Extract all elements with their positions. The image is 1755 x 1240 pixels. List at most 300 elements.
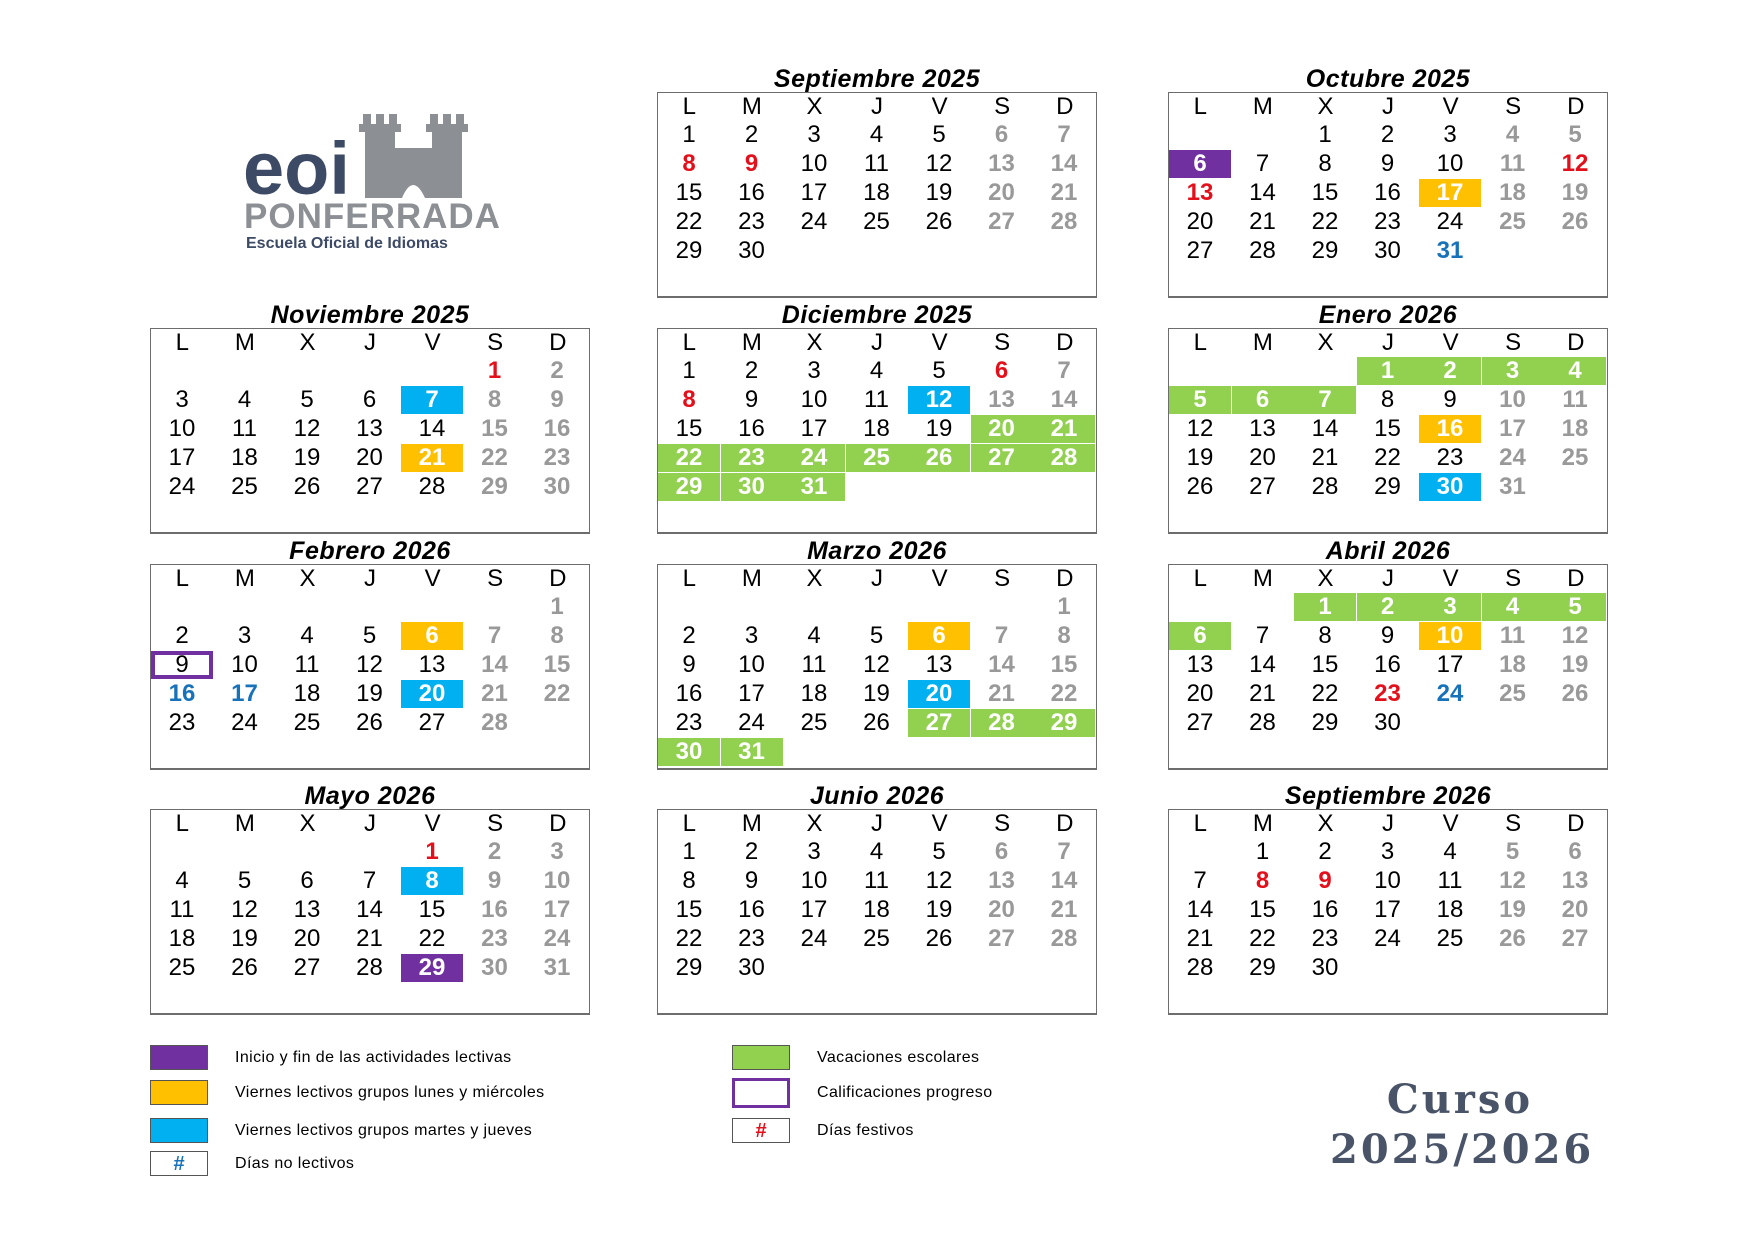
calendar-day: 10 <box>1419 622 1481 650</box>
calendar-day: 13 <box>293 896 321 923</box>
weekday-header: J <box>1382 810 1395 837</box>
calendar-day: 21 <box>988 680 1015 707</box>
calendar-day: 22 <box>658 444 720 472</box>
month-grid <box>1168 92 1608 298</box>
calendar-day: 3 <box>1482 357 1544 385</box>
logo-subtitle: Escuela Oficial de Idiomas <box>246 235 448 252</box>
weekday-header: S <box>487 565 504 592</box>
calendar-day: 25 <box>231 473 258 500</box>
calendar-day: 5 <box>1568 121 1582 148</box>
calendar-day: 18 <box>1499 651 1526 678</box>
weekday-header: X <box>299 329 316 356</box>
calendar-day: 5 <box>1505 838 1520 865</box>
calendar-day: 30 <box>658 738 720 766</box>
calendar-day: 8 <box>682 867 696 894</box>
legend-label: Inicio y fin de las actividades lectivas <box>235 1049 512 1066</box>
legend-label: Viernes lectivos grupos lunes y miércoles <box>235 1084 545 1101</box>
weekday-header-row <box>1169 810 1607 838</box>
calendar-day: 28 <box>1249 237 1276 264</box>
calendar-day: 12 <box>863 651 890 678</box>
calendar-day: 7 <box>1057 357 1071 384</box>
calendar-day: 4 <box>869 121 884 148</box>
weekday-header: D <box>1567 93 1585 120</box>
calendar-day: 27 <box>1186 237 1214 264</box>
calendar-day: 10 <box>800 386 828 413</box>
calendar-day: 8 <box>401 867 463 895</box>
weekday-header: V <box>931 810 948 837</box>
calendar-day: 15 <box>675 179 703 206</box>
calendar-day: 12 <box>293 415 321 442</box>
calendar-day: 27 <box>1561 925 1589 952</box>
month-calendar <box>657 783 1097 1012</box>
calendar-day: 9 <box>550 386 564 413</box>
calendar-day: 24 <box>738 709 765 736</box>
calendar-day: 10 <box>168 415 196 442</box>
calendar-day: 26 <box>925 925 953 952</box>
calendar-day: 8 <box>1318 622 1332 649</box>
calendar-day: 9 <box>744 867 759 894</box>
calendar-day: 17 <box>800 415 828 442</box>
logo-city: PONFERRADA <box>245 197 500 236</box>
calendar-day: 6 <box>401 622 463 650</box>
calendar-day: 8 <box>682 150 696 177</box>
calendar-day: 13 <box>1186 651 1214 678</box>
calendar-day: 23 <box>738 925 765 952</box>
weekday-header-row <box>658 565 1096 593</box>
calendar-day: 28 <box>418 473 446 500</box>
calendar-day: 11 <box>864 150 889 177</box>
month-title: Noviembre 2025 <box>270 301 470 329</box>
calendar-day: 25 <box>863 208 890 235</box>
calendar-day: 22 <box>1050 680 1078 707</box>
calendar-day: 25 <box>1499 208 1526 235</box>
calendar-day: 7 <box>1193 867 1207 894</box>
calendar-day: 29 <box>481 473 508 500</box>
calendar-day: 12 <box>925 150 953 177</box>
weekday-header: J <box>1382 565 1395 592</box>
calendar-day: 5 <box>932 838 946 865</box>
calendar-day: 15 <box>543 651 571 678</box>
calendar-day: 16 <box>1419 415 1481 443</box>
weekday-header: L <box>682 810 696 837</box>
calendar-day: 20 <box>988 179 1015 206</box>
calendar-day: 17 <box>800 179 828 206</box>
weekday-header: V <box>1442 810 1459 837</box>
calendar-day: 23 <box>1436 444 1464 471</box>
calendar-day: 6 <box>1232 386 1294 414</box>
month-title: Abril 2026 <box>1325 537 1451 565</box>
calendar-day: 19 <box>863 680 890 707</box>
month-calendar <box>150 302 590 531</box>
calendar-day: 19 <box>925 896 953 923</box>
calendar-day: 3 <box>237 622 252 649</box>
calendar-day: 21 <box>481 680 508 707</box>
calendar-day: 15 <box>1311 179 1339 206</box>
weekday-header: M <box>234 329 255 356</box>
calendar-day: 2 <box>1419 357 1481 385</box>
calendar-day: 12 <box>908 386 970 414</box>
weekday-header: L <box>1193 810 1207 837</box>
calendar-day: 22 <box>418 925 446 952</box>
calendar-day: 5 <box>932 357 946 384</box>
weekday-header: S <box>994 329 1011 356</box>
weekday-header: V <box>424 329 441 356</box>
castle-icon <box>245 110 500 260</box>
calendar-day: 18 <box>863 415 890 442</box>
calendar-day: 26 <box>1186 473 1214 500</box>
calendar-day: 18 <box>1561 415 1589 442</box>
calendar-day: 27 <box>1249 473 1276 500</box>
calendar-day: 5 <box>362 622 377 649</box>
calendar-day: 20 <box>293 925 321 952</box>
calendar-day: 31 <box>1499 473 1526 500</box>
month-calendar <box>657 66 1097 295</box>
calendar-day: 22 <box>675 925 703 952</box>
month-title: Marzo 2026 <box>807 537 947 565</box>
calendar-day: 18 <box>231 444 258 471</box>
calendar-day: 15 <box>418 896 446 923</box>
calendar-day: 21 <box>1186 925 1214 952</box>
calendar-day: 15 <box>675 896 703 923</box>
calendar-day: 26 <box>925 208 953 235</box>
calendar-day: 11 <box>169 896 195 923</box>
calendar-day: 2 <box>550 357 564 384</box>
calendar-day: 21 <box>1033 415 1095 443</box>
weekday-header: J <box>1382 93 1395 120</box>
calendar-day: 9 <box>744 386 759 413</box>
calendar-day: 7 <box>487 622 502 649</box>
calendar-day: 27 <box>356 473 383 500</box>
calendar-day: 8 <box>1380 386 1395 413</box>
calendar-day: 16 <box>738 179 765 206</box>
calendar-day: 19 <box>1561 651 1589 678</box>
calendar-day: 1 <box>1294 593 1356 621</box>
calendar-day: 25 <box>168 954 196 981</box>
calendar-day: 17 <box>168 444 196 471</box>
calendar-day: 5 <box>300 386 314 413</box>
calendar-day: 25 <box>846 444 908 472</box>
calendar-day: 17 <box>1374 896 1401 923</box>
calendar-day: 19 <box>231 925 258 952</box>
calendar-day: 5 <box>1169 386 1231 414</box>
month-title: Junio 2026 <box>809 782 945 810</box>
weekday-header: D <box>1567 810 1585 837</box>
weekday-header: X <box>1317 810 1334 837</box>
calendar-day: 14 <box>1249 651 1276 678</box>
legend-label: Días no lectivos <box>235 1155 355 1172</box>
calendar-day: 19 <box>925 179 953 206</box>
calendar-day: 18 <box>1499 179 1526 206</box>
month-title: Septiembre 2025 <box>773 65 981 93</box>
calendar-day: 8 <box>550 622 564 649</box>
calendar-day: 4 <box>1482 593 1544 621</box>
weekday-header: M <box>741 565 762 592</box>
calendar-day: 12 <box>1186 415 1214 442</box>
calendar-day: 9 <box>682 651 696 678</box>
calendar-day: 1 <box>682 121 696 148</box>
calendar-day: 31 <box>543 954 571 981</box>
calendar-day: 30 <box>1374 237 1401 264</box>
weekday-header-row <box>1169 93 1607 121</box>
weekday-header: M <box>1252 329 1273 356</box>
calendar-day: 29 <box>1249 954 1276 981</box>
calendar-day: 1 <box>425 838 439 865</box>
weekday-header: L <box>682 329 696 356</box>
weekday-header: X <box>806 565 823 592</box>
calendar-day: 2 <box>744 357 759 384</box>
calendar-day: 11 <box>232 415 257 442</box>
weekday-header: D <box>549 329 567 356</box>
calendar-day: 1 <box>1057 593 1071 620</box>
calendar-day: 15 <box>1374 415 1401 442</box>
calendar-day: 6 <box>362 386 377 413</box>
calendar-day: 23 <box>721 444 783 472</box>
calendar-day: 1 <box>682 357 696 384</box>
legend-swatch-lunes <box>150 1080 208 1105</box>
calendar-day: 28 <box>1249 709 1276 736</box>
calendar-day: 25 <box>800 709 828 736</box>
calendar-day: 14 <box>988 651 1015 678</box>
calendar-day: 13 <box>1561 867 1589 894</box>
weekday-header: L <box>1193 565 1207 592</box>
weekday-header-row <box>1169 565 1607 593</box>
weekday-header: V <box>1442 565 1459 592</box>
calendar-day: 9 <box>1443 386 1457 413</box>
calendar-day: 26 <box>1499 925 1526 952</box>
calendar-day: 1 <box>487 357 502 384</box>
calendar-day: 31 <box>721 738 783 766</box>
month-calendar <box>150 783 590 1012</box>
month-calendar <box>657 538 1097 767</box>
weekday-header: V <box>424 810 441 837</box>
calendar-day: 29 <box>658 473 720 501</box>
calendar-day: 3 <box>550 838 564 865</box>
month-grid <box>150 564 590 770</box>
weekday-header: D <box>549 810 567 837</box>
calendar-day: 13 <box>988 150 1015 177</box>
month-grid <box>1168 809 1608 1015</box>
legend-swatch-martes <box>150 1118 208 1143</box>
calendar-day: 2 <box>1380 121 1395 148</box>
weekday-header: J <box>364 810 377 837</box>
weekday-header: M <box>741 93 762 120</box>
weekday-header: M <box>1252 93 1273 120</box>
month-title: Diciembre 2025 <box>781 301 973 329</box>
calendar-day: 1 <box>1357 357 1419 385</box>
calendar-day: 30 <box>1311 954 1339 981</box>
weekday-header-row <box>658 810 1096 838</box>
calendar-day: 12 <box>356 651 383 678</box>
month-calendar <box>1168 783 1608 1012</box>
month-grid <box>150 328 590 534</box>
calendar-day: 28 <box>1033 444 1095 472</box>
calendar-day: 11 <box>801 651 827 678</box>
calendar-day: 16 <box>168 680 196 707</box>
calendar-day: 1 <box>550 593 564 620</box>
calendar-day: 14 <box>1249 179 1276 206</box>
calendar-day: 4 <box>175 867 189 894</box>
calendar-day: 28 <box>1311 473 1339 500</box>
legend-label: Días festivos <box>817 1122 914 1139</box>
weekday-header: L <box>175 810 189 837</box>
calendar-day: 14 <box>1186 896 1214 923</box>
calendar-day: 23 <box>1311 925 1339 952</box>
weekday-header-row <box>1169 329 1607 357</box>
calendar-day: 3 <box>807 357 821 384</box>
calendar-day: 18 <box>800 680 828 707</box>
calendar-day: 26 <box>231 954 258 981</box>
calendar-day: 25 <box>863 925 890 952</box>
calendar-day: 20 <box>908 680 970 708</box>
calendar-day: 10 <box>738 651 765 678</box>
calendar-day: 8 <box>1318 150 1332 177</box>
calendar-day: 29 <box>1311 237 1339 264</box>
calendar-day: 25 <box>1561 444 1589 471</box>
calendar-day: 17 <box>1419 179 1481 207</box>
legend-swatch-inicio <box>150 1045 208 1070</box>
calendar-day: 10 <box>543 867 571 894</box>
calendar-day: 22 <box>543 680 571 707</box>
calendar-day: 13 <box>418 651 446 678</box>
weekday-header: D <box>1056 329 1074 356</box>
weekday-header: D <box>1567 329 1585 356</box>
weekday-header-row <box>151 810 589 838</box>
weekday-header: L <box>175 329 189 356</box>
weekday-header: D <box>549 565 567 592</box>
calendar-day: 10 <box>800 867 828 894</box>
calendar-day: 16 <box>1311 896 1339 923</box>
calendar-day: 27 <box>988 208 1015 235</box>
calendar-day: 14 <box>1050 150 1078 177</box>
calendar-day: 9 <box>151 651 213 679</box>
month-grid <box>150 809 590 1015</box>
calendar-day: 2 <box>744 121 759 148</box>
calendar-day: 2 <box>682 622 696 649</box>
calendar-day: 28 <box>1050 925 1078 952</box>
calendar-day: 17 <box>231 680 258 707</box>
month-grid <box>1168 328 1608 534</box>
weekday-header: X <box>806 93 823 120</box>
calendar-day: 9 <box>744 150 759 177</box>
calendar-day: 8 <box>682 386 696 413</box>
weekday-header: L <box>1193 93 1207 120</box>
calendar-day: 4 <box>300 622 314 649</box>
weekday-header: S <box>994 810 1011 837</box>
weekday-header: X <box>1317 329 1334 356</box>
legend-label: Calificaciones progreso <box>817 1084 993 1101</box>
calendar-day: 9 <box>1380 622 1395 649</box>
calendar-day: 3 <box>807 838 821 865</box>
calendar-day: 26 <box>356 709 383 736</box>
calendar-day: 23 <box>1374 208 1401 235</box>
weekday-header: J <box>364 329 377 356</box>
calendar-day: 7 <box>1294 386 1356 414</box>
weekday-header: X <box>299 810 316 837</box>
calendar-day: 23 <box>543 444 571 471</box>
calendar-day: 19 <box>1561 179 1589 206</box>
weekday-header: S <box>1505 565 1522 592</box>
calendar-day: 4 <box>869 838 884 865</box>
weekday-header: J <box>364 565 377 592</box>
calendar-day: 29 <box>401 954 463 982</box>
calendar-day: 31 <box>783 473 845 501</box>
calendar-day: 30 <box>1374 709 1401 736</box>
weekday-header: M <box>1252 565 1273 592</box>
calendar-day: 13 <box>1186 179 1214 206</box>
month-title: Septiembre 2026 <box>1284 782 1492 810</box>
calendar-day: 27 <box>293 954 321 981</box>
calendar-day: 6 <box>300 867 314 894</box>
calendar-day: 19 <box>293 444 321 471</box>
calendar-day: 15 <box>1249 896 1276 923</box>
course-line2: 2025/2026 <box>1330 1126 1595 1173</box>
weekday-header: S <box>1505 93 1522 120</box>
month-title: Febrero 2026 <box>289 537 451 565</box>
weekday-header: X <box>1317 93 1334 120</box>
weekday-header-row <box>658 329 1096 357</box>
calendar-day: 11 <box>1562 386 1588 413</box>
calendar-day: 29 <box>675 237 703 264</box>
calendar-day: 10 <box>1499 386 1526 413</box>
weekday-header: L <box>682 93 696 120</box>
calendar-day: 3 <box>175 386 189 413</box>
calendar-day: 23 <box>481 925 508 952</box>
calendar-day: 23 <box>738 208 765 235</box>
calendar-day: 21 <box>1050 179 1078 206</box>
calendar-day: 19 <box>356 680 383 707</box>
calendar-day: 8 <box>1255 867 1270 894</box>
calendar-day: 7 <box>1057 121 1071 148</box>
calendar-day: 11 <box>1499 150 1526 177</box>
calendar-day: 18 <box>863 896 890 923</box>
calendar-day: 26 <box>293 473 321 500</box>
calendar-day: 21 <box>401 444 463 472</box>
weekday-header: L <box>682 565 696 592</box>
weekday-header: V <box>1442 93 1459 120</box>
calendar-day: 26 <box>1561 208 1589 235</box>
legend-label: Viernes lectivos grupos martes y jueves <box>235 1122 533 1139</box>
calendar-day: 24 <box>1436 208 1464 235</box>
calendar-day: 17 <box>800 896 828 923</box>
calendar-day: 3 <box>1443 121 1457 148</box>
weekday-header: X <box>806 810 823 837</box>
calendar-day: 3 <box>744 622 759 649</box>
calendar-day: 27 <box>418 709 446 736</box>
month-calendar <box>1168 538 1608 767</box>
calendar-day: 24 <box>231 709 258 736</box>
calendar-day: 13 <box>1249 415 1276 442</box>
calendar-day: 6 <box>1169 622 1231 650</box>
calendar-day: 22 <box>481 444 508 471</box>
calendar-day: 15 <box>481 415 508 442</box>
calendar-day: 12 <box>1561 150 1589 177</box>
calendar-day: 12 <box>1561 622 1589 649</box>
calendar-day: 28 <box>356 954 383 981</box>
calendar-day: 14 <box>481 651 508 678</box>
calendar-day: 7 <box>1255 150 1270 177</box>
calendar-day: 2 <box>1318 838 1332 865</box>
calendar-day: 29 <box>1311 709 1339 736</box>
weekday-header: S <box>487 810 504 837</box>
calendar-day: 15 <box>675 415 703 442</box>
month-calendar <box>1168 66 1608 295</box>
calendar-day: 30 <box>1419 473 1481 501</box>
calendar-day: 18 <box>293 680 321 707</box>
calendar-day: 24 <box>1436 680 1464 707</box>
calendar-day: 2 <box>487 838 502 865</box>
weekday-header: V <box>931 329 948 356</box>
calendar-day: 22 <box>1311 680 1339 707</box>
